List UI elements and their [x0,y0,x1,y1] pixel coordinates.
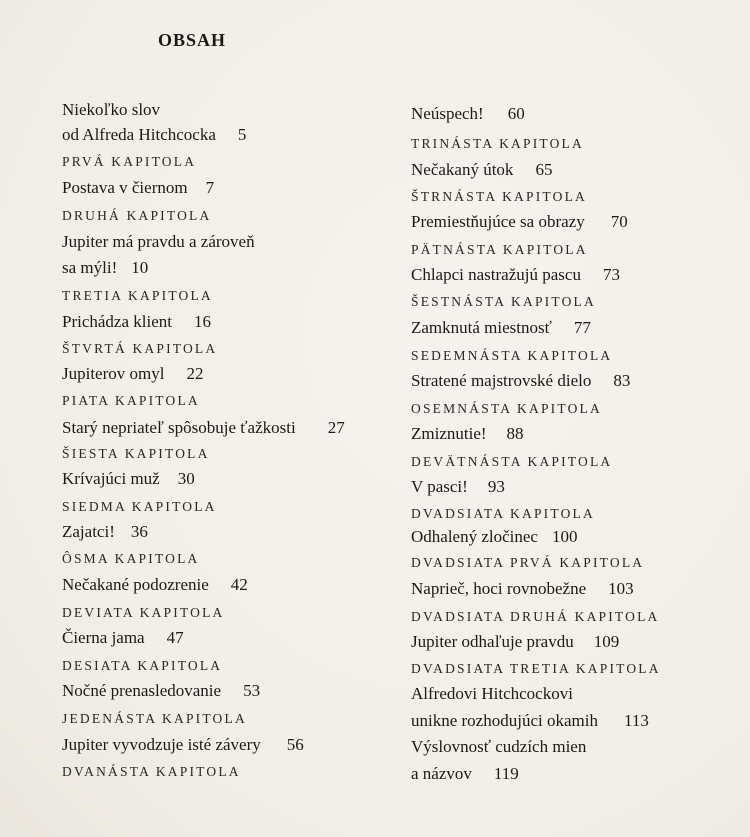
chapter-label: DVADSIATA PRVÁ KAPITOLA [411,555,645,570]
chapter-heading [62,551,200,567]
page-number: 42 [230,575,248,594]
entry-title: Starý nepriateľ spôsobuje ťažkosti [62,418,296,437]
entry-title: unikne rozhodujúci okamih [411,711,598,730]
toc-entry [411,104,525,124]
toc-entry [62,469,195,489]
page-number: 27 [327,418,345,437]
entry-title: Prichádza klient [62,312,172,331]
chapter-heading [62,711,247,727]
toc-entry [62,735,304,755]
chapter-heading [411,401,602,417]
toc-entry [62,575,248,595]
page-number: 5 [237,125,247,144]
chapter-label: DVADSIATA TRETIA KAPITOLA [411,661,661,676]
page-number: 36 [130,522,148,541]
toc-entry [62,178,214,198]
page-number: 103 [608,579,634,598]
chapter-heading [411,189,587,205]
page-number: 100 [551,527,578,546]
entry-title: Niekoľko slov [62,100,161,119]
toc-entry [411,160,552,180]
chapter-heading [62,446,210,462]
toc-entry [411,737,586,757]
chapter-heading [411,348,612,364]
page-number: 83 [613,371,631,390]
entry-title: Jupiter odhaľuje pravdu [411,632,574,651]
page-number: 70 [610,212,628,231]
entry-title: Jupiter vyvodzuje isté závery [62,735,261,754]
toc-entry [411,764,519,784]
page-number: 77 [573,318,591,337]
page-number: 119 [493,764,519,783]
entry-title: Jupiter má pravdu a zároveň [62,232,255,251]
chapter-heading [411,454,612,470]
page-number: 113 [623,711,649,730]
toc-entry [62,628,184,648]
toc-entry [62,258,148,278]
page-number: 56 [286,735,304,754]
chapter-heading [62,605,225,621]
chapter-label: DESIATA KAPITOLA [62,658,223,673]
entry-title: a názvov [411,764,472,783]
page-number: 60 [507,104,525,123]
chapter-label: ŠESTNÁSTA KAPITOLA [411,294,596,309]
chapter-label: ÔSMA KAPITOLA [62,551,200,566]
entry-title: Zajatci! [62,522,115,541]
chapter-label: JEDENÁSTA KAPITOLA [62,711,247,726]
toc-entry [62,681,260,701]
chapter-heading [411,506,595,522]
chapter-heading [62,393,200,409]
toc-entry [411,579,634,599]
page-number: 16 [194,312,211,331]
toc-entry [411,527,577,547]
entry-title: Premiestňujúce sa obrazy [411,212,585,231]
toc-entry [411,424,524,444]
entry-title: Alfredovi Hitchcockovi [411,684,573,703]
chapter-heading [411,661,661,677]
chapter-label: OSEMNÁSTA KAPITOLA [411,401,602,416]
chapter-heading [62,288,213,304]
chapter-heading [411,294,596,310]
page-number: 88 [506,424,524,443]
entry-title: Neúspech! [411,104,484,123]
entry-title: Nečakaný útok [411,160,514,179]
toc-entry [411,684,573,704]
entry-title: Nečakané podozrenie [62,575,209,594]
toc-entry [411,318,591,338]
page-title: OBSAH [158,30,227,50]
chapter-heading [411,555,644,571]
entry-title: Zamknutá miestnosť [411,318,552,337]
chapter-label: DVADSIATA KAPITOLA [411,506,595,521]
chapter-label: DRUHÁ KAPITOLA [62,208,212,223]
chapter-heading [411,136,584,152]
entry-title: Naprieč, hoci rovnobežne [411,579,587,598]
toc-entry [411,632,619,652]
chapter-label: SIEDMA KAPITOLA [62,499,217,514]
entry-title: Výslovnosť cudzích mien [411,737,587,756]
chapter-label: SEDEMNÁSTA KAPITOLA [411,348,613,363]
toc-entry [62,125,246,145]
chapter-label: TRINÁSTA KAPITOLA [411,136,584,151]
toc-entry [411,371,630,391]
entry-title: Nočné prenasledovanie [62,681,222,700]
toc-entry [62,100,160,120]
entry-title: Chlapci nastražujú pascu [411,265,581,284]
chapter-label: ŠIESTA KAPITOLA [62,446,210,461]
chapter-label: PIATA KAPITOLA [62,393,200,408]
page-number: 47 [166,628,184,647]
entry-title: Krívajúci muž [62,469,160,488]
chapter-label: ŠTVRTÁ KAPITOLA [62,341,218,356]
page-number: 53 [243,681,261,700]
toc-entry [62,312,211,332]
chapter-heading [62,154,196,170]
page-number: 10 [131,258,149,277]
chapter-label: PÄTNÁSTA KAPITOLA [411,242,588,257]
chapter-heading [62,658,222,674]
page-number: 7 [205,178,215,197]
toc-entry [62,364,203,384]
page-number: 109 [593,632,620,651]
toc-entry [62,232,255,252]
chapter-heading [62,341,217,357]
chapter-label: DVADSIATA DRUHÁ KAPITOLA [411,609,660,624]
entry-title: V pasci! [411,477,468,496]
chapter-label: DEVÄTNÁSTA KAPITOLA [411,454,613,469]
chapter-heading [62,764,241,780]
chapter-label: PRVÁ KAPITOLA [62,154,197,169]
chapter-heading [411,609,659,625]
toc-entry [62,522,148,542]
entry-title: sa mýli! [62,258,118,277]
toc-entry [411,711,649,731]
entry-title: Zmiznutie! [411,424,487,443]
chapter-heading [411,242,588,258]
page-number: 30 [177,469,195,488]
chapter-label: TRETIA KAPITOLA [62,288,213,303]
entry-title: Jupiterov omyl [62,364,165,383]
toc-entry [411,265,620,285]
entry-title: od Alfreda Hitchcocka [62,125,216,144]
toc-entry [411,212,628,232]
entry-title: Postava v čiernom [62,178,188,197]
entry-title: Čierna jama [62,628,145,647]
page-number: 22 [186,364,204,383]
page-number: 65 [535,160,553,179]
chapter-heading [62,208,211,224]
chapter-label: ŠTRNÁSTA KAPITOLA [411,189,587,204]
page-number: 73 [602,265,620,284]
entry-title: Stratené majstrovské dielo [411,371,592,390]
toc-entry [62,418,345,438]
chapter-label: DVANÁSTA KAPITOLA [62,764,241,779]
chapter-label: DEVIATA KAPITOLA [62,605,225,620]
toc-entry [411,477,505,497]
page-number: 93 [487,477,505,496]
entry-title: Odhalený zločinec [411,527,538,546]
chapter-heading [62,499,217,515]
